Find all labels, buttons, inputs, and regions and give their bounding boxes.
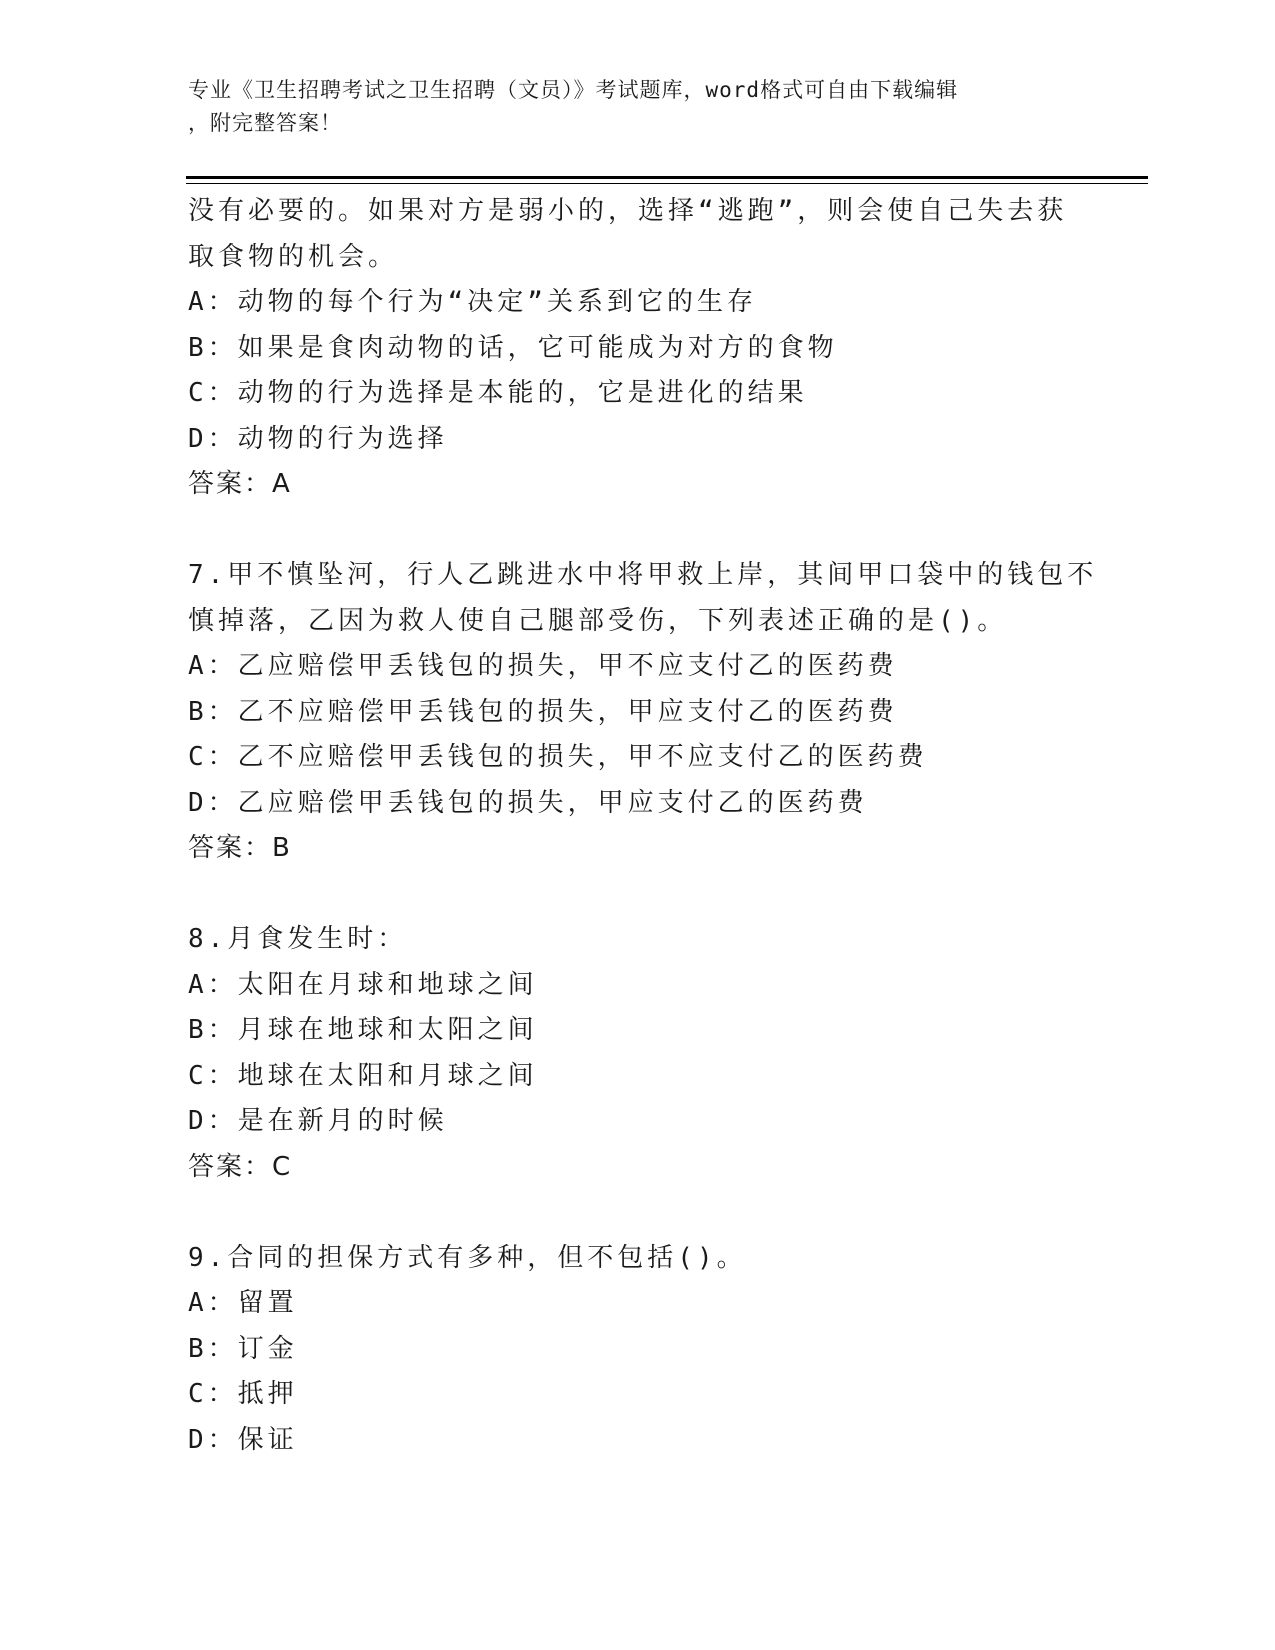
question-7 (188, 553, 1128, 872)
header-line-1: 专业《卫生招聘考试之卫生招聘（文员）》考试题库，word格式可自由下载编辑 (188, 78, 959, 102)
answer-line: 答案：C (188, 1151, 293, 1182)
option-c: C：抵押 (188, 1379, 298, 1409)
question-stem: 慎掉落，乙因为救人使自己腿部受伤，下列表述正确的是()。 (188, 605, 1008, 636)
option-d: D：保证 (188, 1424, 298, 1455)
spacer (188, 872, 1128, 918)
option-b: B：乙不应赔偿甲丢钱包的损失，甲应支付乙的医药费 (188, 696, 898, 727)
header-rule-thick (186, 176, 1148, 179)
question-text: 取食物的机会。 (188, 241, 399, 272)
spacer (188, 1190, 1128, 1236)
question-stem: 8.月食发生时： (188, 924, 408, 954)
header-line-2: ，附完整答案！ (188, 111, 342, 135)
header-rule-thin (186, 183, 1148, 184)
question-stem: 7.甲不慎坠河，行人乙跳进水中将甲救上岸，其间甲口袋中的钱包不 (188, 560, 1098, 590)
option-d: D：是在新月的时候 (188, 1106, 448, 1136)
answer-line: 答案：B (188, 833, 292, 863)
question-9 (188, 1236, 1128, 1464)
option-a: A：动物的每个行为“决定”关系到它的生存 (188, 287, 757, 317)
option-c: C：乙不应赔偿甲丢钱包的损失，甲不应支付乙的医药费 (188, 742, 928, 772)
question-list (188, 189, 1128, 1463)
answer-line: 答案：A (188, 469, 292, 499)
spacer (188, 508, 1128, 554)
question-8 (188, 917, 1128, 1190)
option-a: A：乙应赔偿甲丢钱包的损失，甲不应支付乙的医药费 (188, 651, 898, 681)
option-b: B：订金 (188, 1333, 298, 1364)
option-a: A：留置 (188, 1288, 298, 1318)
question-stem: 9.合同的担保方式有多种，但不包括()。 (188, 1242, 747, 1273)
option-d: D：动物的行为选择 (188, 423, 448, 454)
option-b: B：月球在地球和太阳之间 (188, 1015, 538, 1045)
option-c: C：动物的行为选择是本能的，它是进化的结果 (188, 378, 808, 408)
option-d: D：乙应赔偿甲丢钱包的损失，甲应支付乙的医药费 (188, 787, 868, 818)
option-c: C：地球在太阳和月球之间 (188, 1060, 538, 1091)
question-6-continued (188, 189, 1128, 508)
option-b: B：如果是食肉动物的话，它可能成为对方的食物 (188, 332, 838, 363)
option-a: A：太阳在月球和地球之间 (188, 969, 538, 1000)
page-header (188, 74, 1088, 140)
question-text: 没有必要的。如果对方是弱小的，选择“逃跑”，则会使自己失去获 (188, 196, 1068, 226)
